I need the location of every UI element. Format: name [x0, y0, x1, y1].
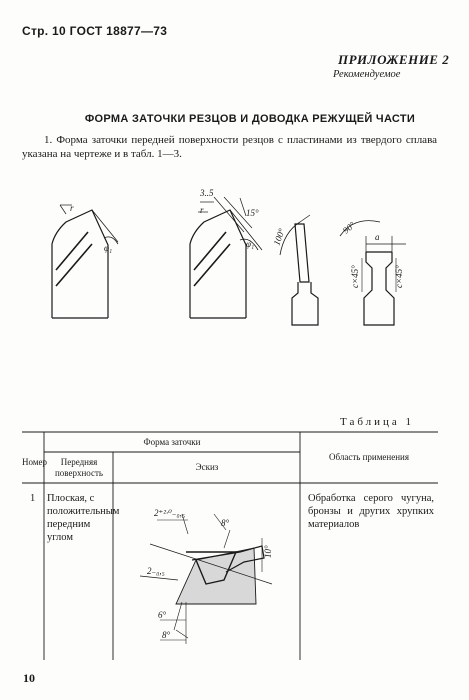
header-sketch: Эскиз [195, 462, 219, 472]
row-1-application-area: Обработка серого чугуна, бронзы и других хрупких материалов [308, 493, 434, 530]
page-header: Стр. 10 ГОСТ 18877—73 [22, 24, 168, 38]
row-1-sketch [140, 514, 272, 644]
header-shape-group: Форма заточки [143, 437, 201, 447]
header-front-surface: Передняя поверхность [54, 457, 104, 478]
label-r1: r [70, 203, 74, 213]
label-r2: r [200, 205, 204, 215]
paragraph-1: 1. Форма заточки передней поверхности резцов с пластинами из твердого сплава указана на чертеже и в табл. 1—3. [22, 134, 437, 160]
sketch-label-angle-6: 6° [158, 610, 167, 620]
sketch-label-angle-8-top: 8° [221, 518, 230, 528]
sketch-label-dim-left: 2₋₀,₅ [147, 566, 165, 576]
appendix-title: ПРИЛОЖЕНИЕ 2 [338, 52, 450, 67]
sketch-label-angle-10: 10° [263, 545, 273, 558]
row-1-front-surface: Плоская, с положительным передним углом [47, 493, 120, 543]
label-dim-a: a [375, 232, 380, 242]
label-angle-90: 90° [340, 219, 357, 236]
label-chamfer-right: c×45° [394, 265, 404, 288]
header-application-area: Область применения [328, 452, 410, 462]
header-number: Номер [22, 457, 48, 467]
page-number: 10 [23, 671, 35, 685]
appendix-subtitle: Рекомендуемое [333, 69, 401, 80]
label-phi2: φ₁ [246, 239, 255, 249]
label-angle-100: 100° [271, 227, 287, 247]
table-caption: Таблица 1 [340, 416, 415, 428]
sketch-label-angle-8-bottom: 8° [162, 630, 171, 640]
label-phi1: φ₁ [104, 243, 113, 253]
label-angle-15: 15° [246, 208, 259, 218]
sketch-label-dim-top: 2⁺²·⁰₋₀,₅ [154, 508, 186, 518]
section-title: ФОРМА ЗАТОЧКИ РЕЗЦОВ И ДОВОДКА РЕЖУЩЕЙ ЧАСТИ [84, 113, 416, 125]
label-chamfer-left: c×45° [350, 265, 360, 288]
label-dim-3-5: 3..5 [200, 188, 214, 198]
drawing-1 [52, 205, 118, 318]
row-1-number: 1 [30, 493, 36, 504]
